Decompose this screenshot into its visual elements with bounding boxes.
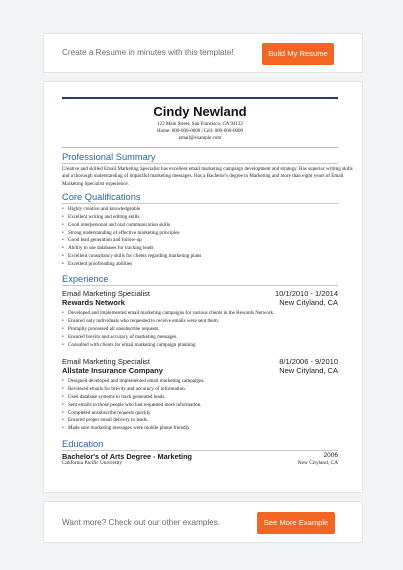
list-item: • Designed developed and implemented email marketing campaigns. <box>62 378 356 386</box>
top-promo-text: Create a Resume in minutes with this template! <box>62 48 234 57</box>
education-location: New Cityland, CA <box>297 460 338 467</box>
list-item: • Strong understanding of effective marketing principles <box>62 230 356 238</box>
job-duties-list <box>62 378 356 433</box>
list-item: • Ensured proper email delivery to leads. <box>62 417 356 425</box>
education-entry <box>62 452 356 468</box>
contact-phone: Home: 000-000-0000 | Cell: 000-000-0000 <box>157 129 243 135</box>
education-degree-row <box>62 452 338 460</box>
job-dates: 8/1/2006 - 9/2010 <box>279 357 338 367</box>
resume-name: Cindy Newland <box>153 104 247 119</box>
list-item: • Promptly processed all unsubscribe requests. <box>62 326 356 334</box>
resume-document <box>62 97 356 468</box>
contact-block <box>62 121 338 143</box>
qualifications-list <box>62 206 356 268</box>
job-title-row <box>62 289 338 298</box>
list-item: • Ability to use databases for tracking leads <box>62 245 356 253</box>
job-duties-list <box>62 310 356 349</box>
job-title-row <box>62 357 338 366</box>
build-resume-button[interactable]: Build My Resume <box>262 43 334 65</box>
list-item: • Sent emails to those people who had requested more information. <box>62 402 356 410</box>
bottom-promo-card <box>43 501 363 543</box>
list-item: • Ensured only individuals who requested to receive emails were sent them. <box>62 318 356 326</box>
list-item: • Developed and implemented email marketing campaigns for various clients in the Rewards Network. <box>62 310 356 318</box>
qualifications-heading: Core Qualifications <box>62 192 338 204</box>
list-item: • Consulted with clients for email marketing campaign planning. <box>62 342 356 350</box>
contact-email: email@example.com <box>178 136 222 142</box>
list-item: • Completed unsubscribe requests quickly. <box>62 410 356 418</box>
job-location: New Cityland, CA <box>279 298 338 308</box>
education-heading: Education <box>62 439 338 451</box>
resume-preview-card <box>43 81 363 493</box>
see-more-examples-button[interactable]: See More Example <box>257 512 335 534</box>
bottom-promo-text: Want more? Check out our other examples. <box>62 518 221 527</box>
job-company: Allstate Insurance Company <box>62 366 163 376</box>
job-company-row <box>62 298 338 307</box>
summary-heading: Professional Summary <box>62 152 338 164</box>
contact-address: 123 Main Street, San Francisco, CA 94122 <box>157 122 243 127</box>
top-promo-card <box>43 33 363 73</box>
list-item: • Ensured brevity and accuracy of marketing messages. <box>62 334 356 342</box>
job-entry <box>62 289 356 349</box>
list-item: • Excellent writing and editing skills <box>62 214 356 222</box>
education-year: 2006 <box>323 452 338 460</box>
job-company: Rewards Network <box>62 298 125 308</box>
list-item: • Excellent consultancy skills for clients regarding marketing plans <box>62 253 356 261</box>
list-item: • Made sure marketing messages were mobile phone friendly. <box>62 425 356 433</box>
job-company-row <box>62 366 338 375</box>
list-item: • Excellent proofreading abilities <box>62 261 356 269</box>
list-item: • Reviewed emails for brevity and accuracy of information. <box>62 386 356 394</box>
list-item: • Good lead generation and follow-up <box>62 237 356 245</box>
job-title: Email Marketing Specialist <box>62 357 150 367</box>
job-dates: 10/1/2010 - 1/2014 <box>275 289 338 299</box>
job-entry <box>62 357 356 433</box>
experience-heading: Experience <box>62 274 338 286</box>
list-item: • Highly creative and knowledgeable <box>62 206 356 214</box>
education-school-row <box>62 460 338 468</box>
contact-divider <box>62 147 338 148</box>
list-item: • Used database systems to track generated leads. <box>62 394 356 402</box>
education-school: California Pacific University <box>62 460 122 467</box>
job-title: Email Marketing Specialist <box>62 289 150 299</box>
summary-text: Creative and skilled Email Marketing Specialist has excellent email marketing campaign development and strategy. Has superior writing skills and a thorough understanding of impactful marketing messages. Has a Bachelor's degree in Marketing and more than eight years of Email Marketing Specialist experience. <box>62 165 353 187</box>
header-divider <box>62 97 338 99</box>
education-degree: Bachelor's of Arts Degree - Marketing <box>62 452 193 462</box>
list-item: • Good interpersonal and oral communication skills <box>62 222 356 230</box>
job-location: New Cityland, CA <box>279 366 338 376</box>
